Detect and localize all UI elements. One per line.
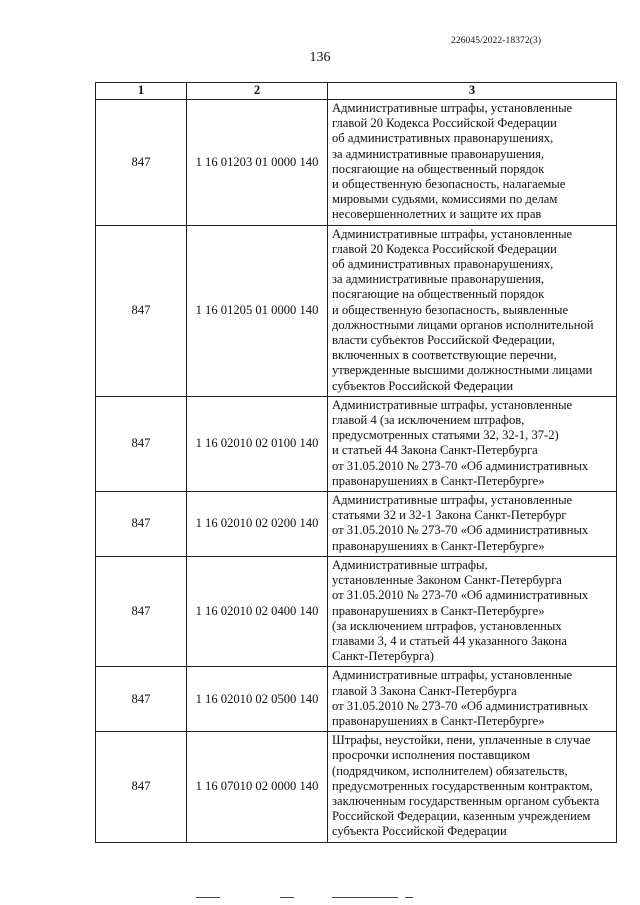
budget-codes-table: [95, 82, 617, 843]
column-header-1: 1: [96, 83, 187, 100]
description-line: главами 3, 4 и статьей 44 указанного Закона: [332, 633, 567, 648]
table-row: [96, 225, 617, 396]
budget-classification-code-cell: 1 16 02010 02 0400 140: [187, 556, 328, 666]
description-line: Административные штрафы, установленные: [332, 101, 573, 115]
description-line: Штрафы, неустойки, пени, уплаченные в случае: [332, 733, 591, 748]
description-line: предусмотренных статьями 32, 32-1, 37-2): [332, 428, 559, 443]
description-line: главой 4 (за исключением штрафов,: [332, 413, 525, 428]
description-line: правонарушениях в Санкт-Петербурге»: [332, 473, 545, 488]
description-cell: [328, 556, 617, 666]
admin-code-cell: 847: [96, 396, 187, 491]
document-id: 226045/2022-18372(3): [451, 36, 542, 46]
budget-classification-code-cell: 1 16 01203 01 0000 140: [187, 100, 328, 226]
description-line: (за исключением штрафов, установленных: [332, 618, 562, 633]
description-line: мировыми судьями, комиссиями по делам: [332, 192, 558, 207]
description-line: от 31.05.2010 № 273-70 «Об административных: [332, 523, 589, 538]
description-line: и общественную безопасность, налагаемые: [332, 177, 566, 192]
description-line: посягающие на общественный порядок: [332, 161, 545, 176]
description-line: Санкт-Петербурга): [332, 649, 434, 664]
page-bottom-marks: [0, 893, 640, 903]
description-line: Российской Федерации, казенным учреждением: [332, 809, 591, 824]
table-row: [96, 732, 617, 842]
description-line: статьями 32 и 32-1 Закона Санкт-Петербург: [332, 508, 567, 523]
description-line: главой 3 Закона Санкт-Петербурга: [332, 683, 517, 698]
budget-classification-code-cell: 1 16 01205 01 0000 140: [187, 225, 328, 396]
description-line: правонарушениях в Санкт-Петербурге»: [332, 603, 545, 618]
description-line: Административные штрафы, установленные: [332, 493, 573, 508]
description-line: должностными лицами органов исполнительной: [332, 317, 594, 332]
description-line: просрочки исполнения поставщиком: [332, 748, 531, 763]
table-header-row: [96, 83, 617, 100]
admin-code-cell: 847: [96, 556, 187, 666]
description-cell: [328, 225, 617, 396]
description-line: включенных в соответствующие перечни,: [332, 348, 557, 363]
description-line: главой 20 Кодекса Российской Федерации: [332, 116, 557, 131]
description-line: от 31.05.2010 № 273-70 «Об административных: [332, 588, 589, 603]
description-line: Административные штрафы, установленные: [332, 397, 573, 412]
description-line: об административных правонарушениях,: [332, 257, 554, 272]
description-line: власти субъектов Российской Федерации,: [332, 333, 555, 348]
description-line: правонарушениях в Санкт-Петербурге»: [332, 713, 545, 728]
description-line: несовершеннолетних и защите их прав: [332, 207, 542, 222]
description-line: установленные Законом Санкт-Петербурга: [332, 573, 562, 588]
description-line: от 31.05.2010 № 273-70 «Об административных: [332, 698, 589, 713]
table-row: [96, 100, 617, 226]
description-cell: [328, 667, 617, 732]
admin-code-cell: 847: [96, 100, 187, 226]
description-line: субъектов Российской Федерации: [332, 378, 514, 393]
table-row: [96, 396, 617, 491]
description-cell: [328, 396, 617, 491]
description-cell: [328, 100, 617, 226]
table-row: [96, 492, 617, 557]
table-body: [96, 100, 617, 843]
budget-classification-code-cell: 1 16 02010 02 0200 140: [187, 492, 328, 557]
description-cell: [328, 732, 617, 842]
description-line: за административные правонарушения,: [332, 272, 545, 287]
description-line: главой 20 Кодекса Российской Федерации: [332, 241, 557, 256]
column-header-2: 2: [187, 83, 328, 100]
table-row: [96, 667, 617, 732]
description-line: предусмотренных государственным контрактом,: [332, 778, 593, 793]
description-line: за административные правонарушения,: [332, 146, 545, 161]
description-line: Административные штрафы,: [332, 557, 488, 572]
budget-classification-code-cell: 1 16 02010 02 0100 140: [187, 396, 328, 491]
description-line: и статьей 44 Закона Санкт-Петербурга: [332, 443, 538, 458]
description-line: заключенным государственным органом субъекта: [332, 793, 600, 808]
admin-code-cell: 847: [96, 492, 187, 557]
budget-classification-code-cell: 1 16 02010 02 0500 140: [187, 667, 328, 732]
description-line: субъекта Российской Федерации: [332, 824, 507, 839]
budget-classification-code-cell: 1 16 07010 02 0000 140: [187, 732, 328, 842]
table-row: [96, 556, 617, 666]
description-line: от 31.05.2010 № 273-70 «Об административных: [332, 458, 589, 473]
description-line: и общественную безопасность, выявленные: [332, 302, 569, 317]
admin-code-cell: 847: [96, 667, 187, 732]
description-line: посягающие на общественный порядок: [332, 287, 545, 302]
description-line: утвержденные высшими должностными лицами: [332, 363, 593, 378]
description-cell: [328, 492, 617, 557]
description-line: Административные штрафы, установленные: [332, 668, 573, 683]
page-number: 136: [309, 50, 331, 65]
description-line: правонарушениях в Санкт-Петербурге»: [332, 538, 545, 553]
admin-code-cell: 847: [96, 225, 187, 396]
description-line: Административные штрафы, установленные: [332, 226, 573, 241]
description-line: об административных правонарушениях,: [332, 131, 554, 146]
column-header-3: 3: [328, 83, 617, 100]
admin-code-cell: 847: [96, 732, 187, 842]
description-line: (подрядчиком, исполнителем) обязательств,: [332, 763, 568, 778]
